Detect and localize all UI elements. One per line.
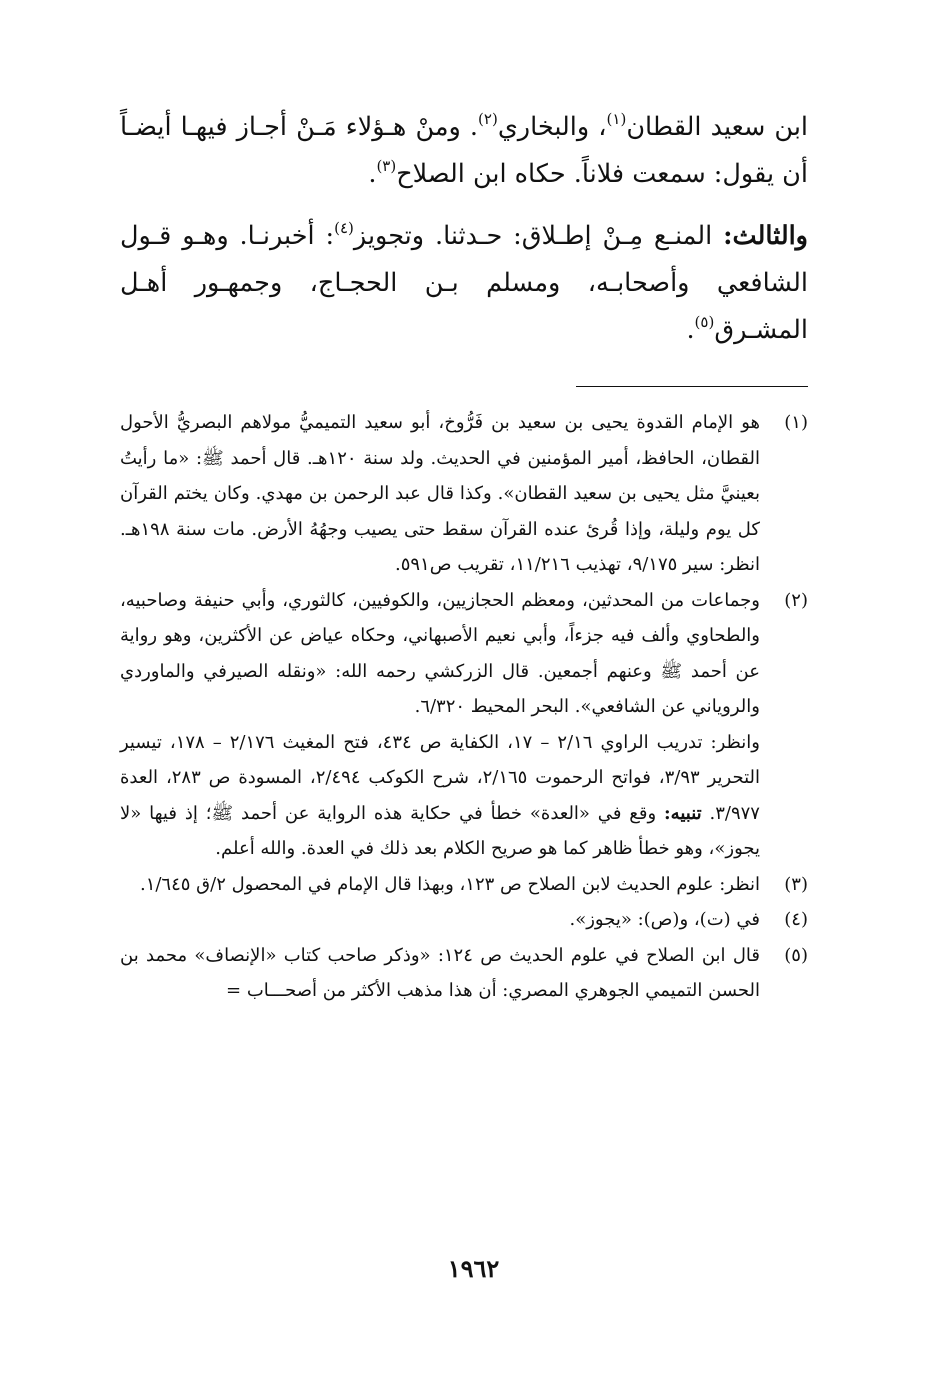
main-text: . (686, 315, 695, 345)
footnote-text: وجماعات من المحدثين، ومعظم الحجازيين، والكوفيين، كالثوري، وأبي حنيفة وصاحبيه، والطحاوي وألف فيه جزءاً، وأبي نعيم الأصبهاني، وحكاه عياض عن الأكثرين، وهو رواية عن أحمد ﷺ وعنهم أجمعين. قال الزركشي رحمه الله: «ونقله الصيرفي والماوردي والروياني عن الشافعي». البحر المحيط ٦/٣٢٠. (120, 589, 760, 717)
footnote-number: (٥) (784, 944, 808, 966)
footnote-ref-5[interactable]: (٥) (694, 313, 715, 331)
footnote-3 (120, 867, 808, 903)
page-number: ١٩٦٢ (447, 1254, 500, 1283)
footnote-ref-1[interactable]: (١) (606, 110, 627, 128)
main-paragraph-2 (120, 213, 808, 354)
footnote-1 (120, 405, 808, 583)
footnote-text: في (ت)، و(ص): «يجوز». (569, 909, 760, 930)
notice-label: تنبيه: (664, 802, 702, 824)
footnote-text (120, 725, 760, 867)
main-text: . ومنْ هـؤلاء مَـنْ أجـاز فيهـا أيضـاً أن يقول: سمعت فلاناً. حكاه ابن الصلاح (120, 112, 808, 189)
footnote-5 (120, 938, 808, 1009)
footnote-number: (٢) (784, 589, 808, 611)
footnote-ref-4[interactable]: (٤) (334, 219, 354, 237)
main-text: : أخبرنـا. وهـو قـول الشافعي وأصحابـه، ومسلم بـن الحجـاج، وجمهـور أهـل المشـرق (120, 221, 808, 345)
footnote-ref-2[interactable]: (٢) (478, 110, 498, 128)
footnote-ref-3[interactable]: (٣) (376, 157, 397, 175)
main-text: . (368, 159, 377, 189)
main-text: ، والبخاري (497, 112, 607, 142)
footnote-number: (١) (784, 412, 808, 433)
footnote-separator (576, 386, 808, 387)
paragraph-lead: والثالث: (723, 221, 808, 251)
footnote-2 (120, 583, 808, 867)
footnotes-list (120, 405, 808, 1009)
footnote-text-run: وقع في «العدة» خطأ في حكاية هذه الرواية عن أحمد ﷺ؛ إذ فيها «لا يجوز»، وهو خطأ ظاهر كما هو صريح الكلام بعد ذلك في العدة. والله أعلم. (120, 802, 760, 859)
main-paragraph-1 (120, 104, 808, 198)
main-text: ابن سعيد القطان (626, 112, 809, 142)
footnote-text: انظر: علوم الحديث لابن الصلاح ص ١٢٣، وبهذا قال الإمام في المحصول ٢/ق ١/٦٤٥. (139, 873, 760, 895)
footnote-text-run: وانظر: تدريب الراوي ٢/١٦ – ١٧، الكفاية ص ٤٣٤، فتح المغيث ٢/١٧٦ – ١٧٨، تيسير التحرير ٣/٩٣، فواتح الرحموت ٢/١٦٥، شرح الكوكب ٢/٤٩٤، المسودة ص ٢٨٣، العدة ٣/٩٧٧. (120, 731, 760, 824)
footnote-text: قال ابن الصلاح في علوم الحديث ص ١٢٤: «وذكر صاحب كتاب «الإنصاف» محمد بن الحسن التميمي الجوهري المصري: أن هذا مذهب الأكثر من أصحـــاب = (120, 944, 760, 1001)
main-text: المنـع مِـنْ إطـلاق: حـدثنا. وتجويز (353, 221, 724, 251)
footnote-number: (٤) (784, 909, 808, 930)
footnote-4 (120, 902, 808, 938)
page-content (120, 104, 808, 1009)
footnote-text: هو الإمام القدوة يحيى بن سعيد بن فَرُّوخ، أبو سعيد التميميُّ مولاهم البصريُّ الأحول القطان، الحافظ، أمير المؤمنين في الحديث. ولد سنة ١٢٠هـ. قال أحمد ﷺ: «ما رأيتُ بعينيَّ مثل يحيى بن سعيد القطان». وكذا قال عبد الرحمن بن مهدي. وكان يختم القرآن كل يوم وليلة، وإذا قُرئ عنده القرآن سقط حتى يصيب وجهُهُ الأرض. مات سنة ١٩٨هـ. انظر: سير ٩/١٧٥، تهذيب ١١/٢١٦، تقريب ص٥٩١. (120, 412, 760, 575)
footnote-number: (٣) (784, 873, 808, 895)
